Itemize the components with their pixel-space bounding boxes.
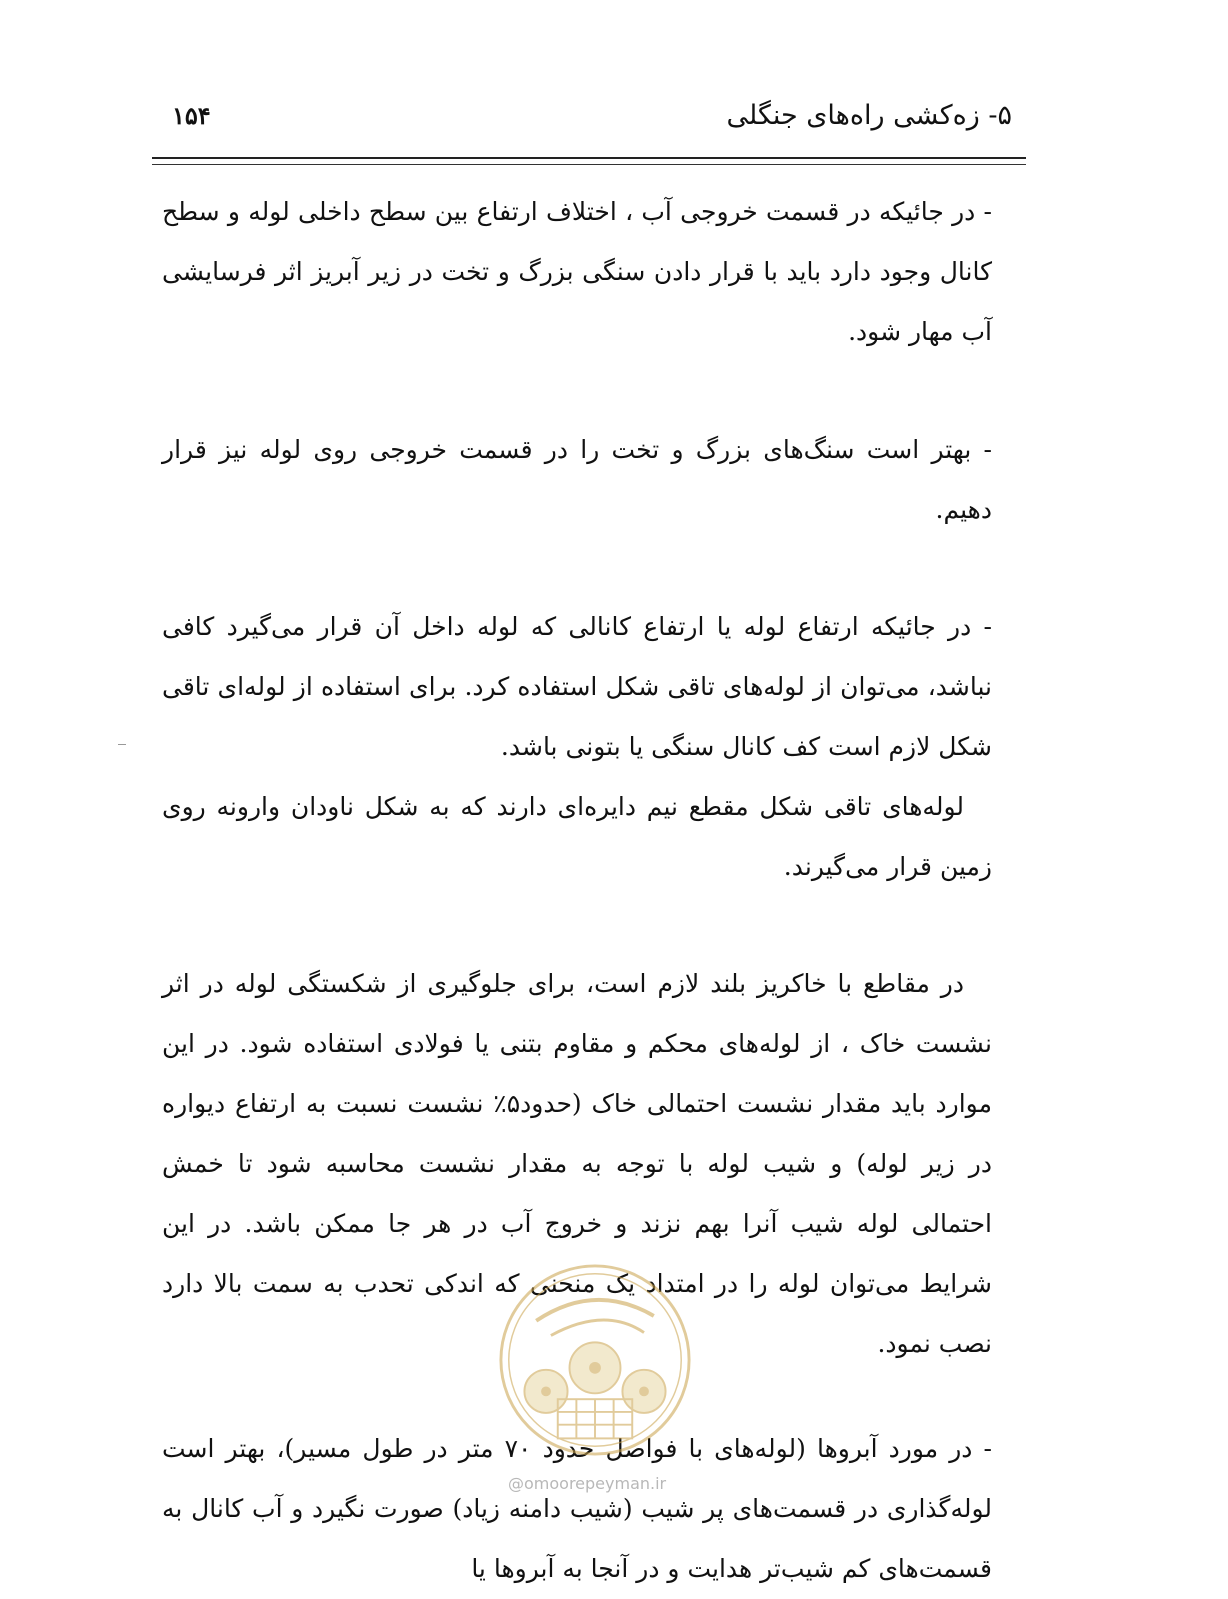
chapter-title: ۵- زه‌کشی راه‌های جنگلی bbox=[726, 100, 1012, 131]
margin-mark bbox=[118, 744, 126, 745]
running-header bbox=[152, 96, 1026, 136]
paragraph-flat-stones: - بهتر است سنگ‌های بزرگ و تخت را در قسمت خروجی روی لوله نیز قرار دهیم. bbox=[162, 435, 993, 524]
paragraph-arch-definition: لوله‌های تاقی شکل مقطع نیم دایره‌ای دارند که به شکل ناودان وارونه روی زمین قرار می‌گیرند. bbox=[162, 792, 992, 881]
watermark-stamp bbox=[497, 1262, 693, 1458]
paragraph-outlet-height: - در جائیکه در قسمت خروجی آب ، اختلاف ارتفاع بین سطح داخلی لوله و سطح کانال وجود دارد باید با قرار دادن سنگی بزرگ و تخت در زیر آبریز اثر فرسایشی آب مهار شود. bbox=[162, 197, 992, 346]
page-number: ۱۵۴ bbox=[172, 101, 211, 130]
paragraph-culverts: - در مورد آبروها (لوله‌های با فواصل حدود ۷۰ متر در طول مسیر)، بهتر است لوله‌گذاری در قسمت‌های پر شیب (شیب دامنه زیاد) صورت نگیرد و آب کانال به قسمت‌های کم شیب‌تر هدایت و در آنجا به آبروها یا bbox=[162, 1434, 992, 1583]
header-rule-thick bbox=[152, 157, 1026, 159]
watermark-url: @omoorepeyman.ir bbox=[508, 1474, 667, 1493]
paragraph-arch-pipes: - در جائیکه ارتفاع لوله یا ارتفاع کانالی که لوله داخل آن قرار می‌گیرد کافی نباشد، می‌توان از لوله‌های تاقی شکل استفاده کرد. برای استفاده از لوله‌ای تاقی شکل لازم است کف کانال سنگی یا بتونی باشد. bbox=[162, 612, 992, 761]
header-rule-thin bbox=[152, 164, 1026, 165]
paragraph-high-fill: در مقاطع با خاکریز بلند لازم است، برای جلوگیری از شکستگی لوله در اثر نشست خاک ، از لوله‌های محکم و مقاوم بتنی یا فولادی استفاده شود. در این موارد باید مقدار نشست احتمالی خاک (حدود۵٪ نشست نسبت به ارتفاع دیواره در زیر لوله) و شیب لوله با توجه به مقدار نشست محاسبه شود تا خمش احتمالی لوله شیب آنرا بهم نزند و خروج آب در هر جا ممکن باشد. در این شرایط می‌توان لوله را در امتداد یک منحنی که اندکی تحدب به سمت بالا دارد نصب نمود. bbox=[162, 969, 992, 1358]
